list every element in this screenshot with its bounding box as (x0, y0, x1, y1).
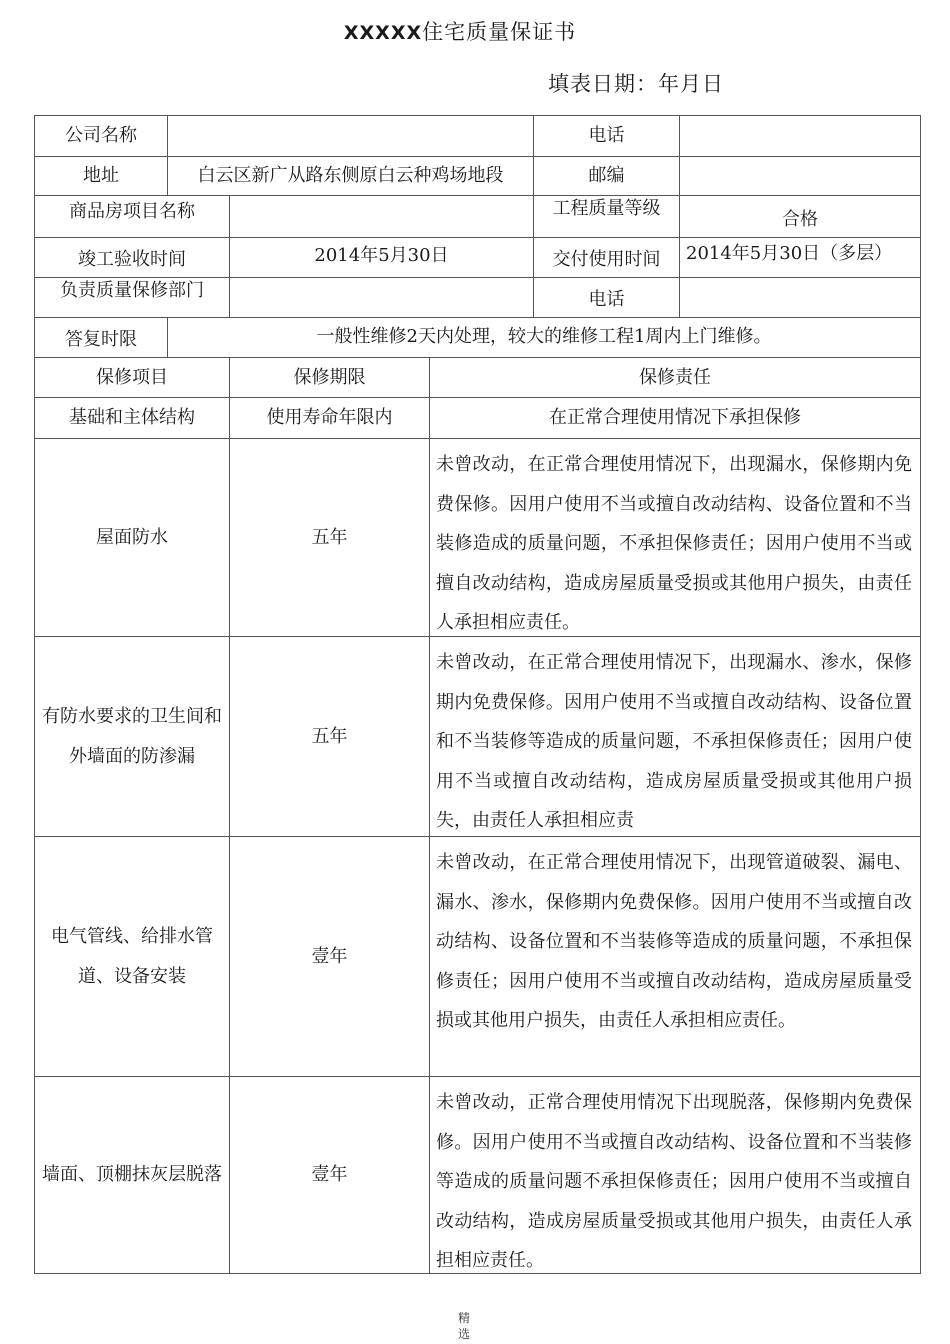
project-label: 商品房项目名称 (34, 195, 230, 238)
completion-value: 2014年5月30日 (229, 237, 534, 278)
fill-date: 填表日期：年月日 (548, 72, 724, 96)
quality-value: 合格 (679, 195, 921, 238)
row-period-electrical: 壹年 (229, 836, 430, 1077)
col-header-item: 保修项目 (34, 357, 230, 398)
page-footer: 精选 (457, 1311, 470, 1341)
row-item-foundation: 基础和主体结构 (34, 397, 230, 439)
completion-label: 竣工验收时间 (34, 237, 230, 278)
reply-label: 答复时限 (34, 317, 168, 358)
postcode-label: 邮编 (533, 156, 680, 196)
row-resp-plaster: 未曾改动，正常合理使用情况下出现脱落，保修期内免费保修。因用户使用不当或擅自改动结构、设备位置和不当装修等造成的质量问题不承担保修责任；因用户使用不当或擅自改动结构，造成房屋质量受损或其他用户损失，由责任人承担相应责任。 (429, 1076, 921, 1274)
row-item-electrical: 电气管线、给排水管道、设备安装 (34, 836, 230, 1077)
postcode-value (679, 156, 921, 196)
document-title (0, 16, 920, 46)
dept-phone-value (679, 277, 921, 318)
delivery-value: 2014年5月30日（多层） (679, 237, 921, 278)
row-resp-roof: 未曾改动，在正常合理使用情况下，出现漏水，保修期内免费保修。因用户使用不当或擅自改动结构、设备位置和不当装修造成的质量问题，不承担保修责任；因用户使用不当或擅自改动结构，造成房屋质量受损或其他用户损失，由责任人承担相应责任。 (429, 438, 921, 637)
row-resp-electrical: 未曾改动，在正常合理使用情况下，出现管道破裂、漏电、漏水、渗水，保修期内免费保修。因用户使用不当或擅自改动结构、设备位置和不当装修等造成的质量问题，不承担保修责任；因用户使用不当或擅自改动结构，造成房屋质量受损或其他用户损失，由责任人承担相应责任。 (429, 836, 921, 1077)
row-resp-bathroom: 未曾改动，在正常合理使用情况下，出现漏水、渗水，保修期内免费保修。因用户使用不当或擅自改动结构、设备位置和不当装修等造成的质量问题，不承担保修责任；因用户使用不当或擅自改动结构，造成房屋质量受损或其他用户损失，由责任人承担相应责 (429, 636, 921, 837)
dept-phone-label: 电话 (533, 277, 680, 318)
address-value: 白云区新广从路东侧原白云种鸡场地段 (167, 156, 534, 196)
row-resp-foundation: 在正常合理使用情况下承担保修 (429, 397, 921, 439)
phone-value (679, 115, 921, 157)
address-label: 地址 (34, 156, 168, 196)
dept-value (229, 277, 534, 318)
col-header-responsibility: 保修责任 (429, 357, 921, 398)
row-item-bathroom: 有防水要求的卫生间和外墙面的防渗漏 (34, 636, 230, 837)
row-period-foundation: 使用寿命年限内 (229, 397, 430, 439)
row-period-bathroom: 五年 (229, 636, 430, 837)
reply-value: 一般性维修2天内处理，较大的维修工程1周内上门维修。 (167, 317, 921, 358)
project-value (229, 195, 534, 238)
row-item-roof: 屋面防水 (34, 438, 230, 637)
row-period-roof: 五年 (229, 438, 430, 637)
delivery-label: 交付使用时间 (533, 237, 680, 278)
dept-label: 负责质量保修部门 (34, 277, 230, 318)
phone-label: 电话 (533, 115, 680, 157)
title-prefix: XXXXX (343, 22, 423, 44)
quality-label: 工程质量等级 (533, 195, 680, 238)
company-value (167, 115, 534, 157)
company-label: 公司名称 (34, 115, 168, 157)
row-item-plaster: 墙面、顶棚抹灰层脱落 (34, 1076, 230, 1274)
row-period-plaster: 壹年 (229, 1076, 430, 1274)
title-text: 住宅质量保证书 (422, 20, 577, 44)
col-header-period: 保修期限 (229, 357, 430, 398)
